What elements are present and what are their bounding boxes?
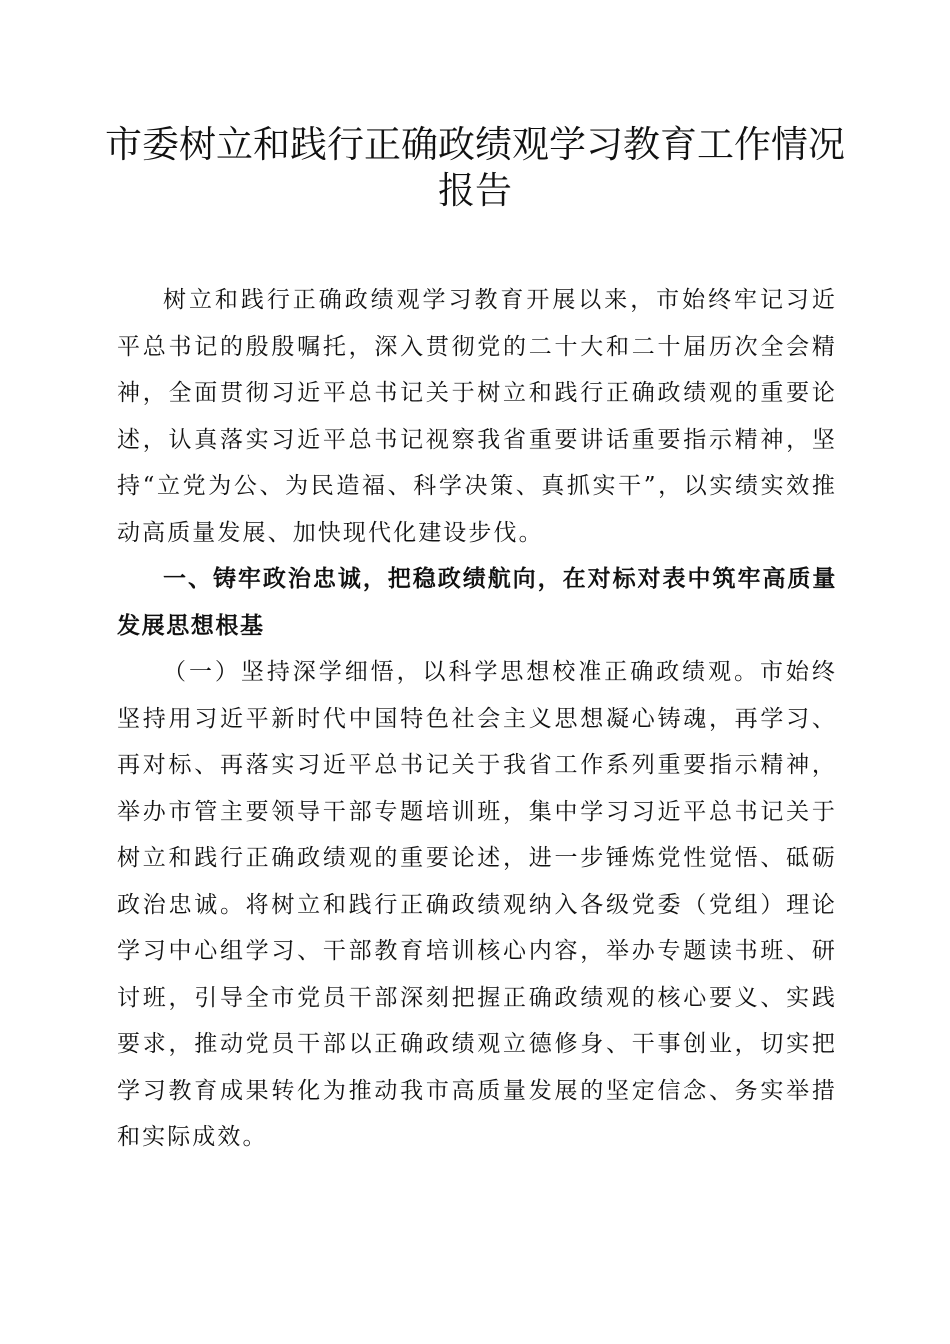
intro-paragraph: 树立和践行正确政绩观学习教育开展以来，市始终牢记习近平总书记的殷殷嘱托，深入贯彻党的二十大和二十届历次全会精神，全面贯彻习近平总书记关于树立和践行正确政绩观的重要论述，认真落实习近平总书记视察我省重要讲话重要指示精神，坚持“立党为公、为民造福、科学决策、真抓实干”，以实绩实效推动高质量发展、加快现代化建设步伐。	[117, 287, 837, 546]
document-title	[100, 122, 850, 214]
section-1-paragraph-1: （一）坚持深学细悟，以科学思想校准正确政绩观。市始终坚持用习近平新时代中国特色社会主义思想凝心铸魂，再学习、再对标、再落实习近平总书记关于我省工作系列重要指示精神，举办市管主要领导干部专题培训班，集中学习习近平总书记关于树立和践行正确政绩观的重要论述，进一步锤炼党性觉悟、砥砺政治忠诚。将树立和践行正确政绩观纳入各级党委（党组）理论学习中心组学习、干部教育培训核心内容，举办专题读书班、研讨班，引导全市党员干部深刻把握正确政绩观的核心要义、实践要求，推动党员干部以正确政绩观立德修身、干事创业，切实把学习教育成果转化为推动我市高质量发展的坚定信念、务实举措和实际成效。	[117, 659, 837, 1150]
document-title-line-1: 市委树立和践行正确政绩观学习教育工作情况	[105, 123, 845, 166]
section-heading-1: 一、铸牢政治忠诚，把稳政绩航向，在对标对表中筑牢高质量发展思想根基	[117, 566, 837, 639]
document-body	[117, 277, 837, 1161]
document-title-line-2: 报告	[438, 169, 512, 212]
